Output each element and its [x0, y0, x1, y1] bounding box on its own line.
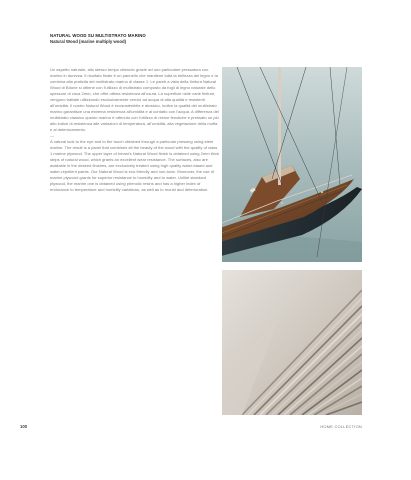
sailboat-deck-photo — [222, 67, 362, 262]
page-number: 100 — [20, 424, 28, 429]
italian-paragraph: Un aspetto naturale, allo stesso tempo ottenuto grazie ad uno particolare pressatura con marino in durezza. Il risultato finale è un pannello che mantiene tutta la bellezza del legno e la combina alla praticità del multistrato marino di classe 1. Le pareti a vista della finitura Natural Wood di Bdone si ottiene con l'utilizzo di multistrato composto da fogli di legno naturale dello spessore di circa 2mm, che offre ottima resistenza all'usura. La superficie nelle varie finiture, vengono trattate utilizzando esclusivamente vernici ad acqua di alta qualità e resistenti all'umidità. Il nostro Natural Wood è ecosostenibile e atossico, inoltre la qualità del multistrato marino garantisce una estrema resistenza all'umidità e al contatto con l'acqua. A differenza del multistrato classico questo marino è ottenuto con l'utilizzo di resine fenoliche e pressato un più alto indice di resistenza alle variazioni di temperatura, all'umidità, alla vegetazione della muffa e al deterioramento. — [50, 67, 219, 132]
plywood-layers-photo — [222, 270, 362, 415]
english-paragraph: A natural look to the eye and to the touch obtained through a particular pressing using steel marine. The result is a panel that combines all the beauty of the wood with the quality of class 1 marine plywood. The upper layer of Inbani's Natural Wood finish is obtained using 2mm thick strips of natural wood, which grants an excellent wear resistance. The surfaces, also are available in the desired finishes, are exclusively treated using high quality water-based and water-repellent paints. Our Natural Wood is eco-friendly and non-toxic. Moreover, the use of marine plywood grants for superior resistance to humidity and to water. Unlike standard plywood, the marine one is obtained using phenolic resins and has a higher index of endurance to temperature and humidity variations, as well as to mould and deterioration. — [50, 139, 220, 192]
section-subtitle: Natural Wood (marine multiply wood) — [50, 39, 127, 44]
language-separator: — — [50, 133, 55, 138]
collection-name: HOME COLLECTION — [320, 424, 362, 429]
section-heading — [50, 33, 380, 45]
section-title: NATURAL WOOD SU MULTISTRATO MARINO — [50, 33, 146, 38]
body-text-column — [50, 67, 220, 193]
